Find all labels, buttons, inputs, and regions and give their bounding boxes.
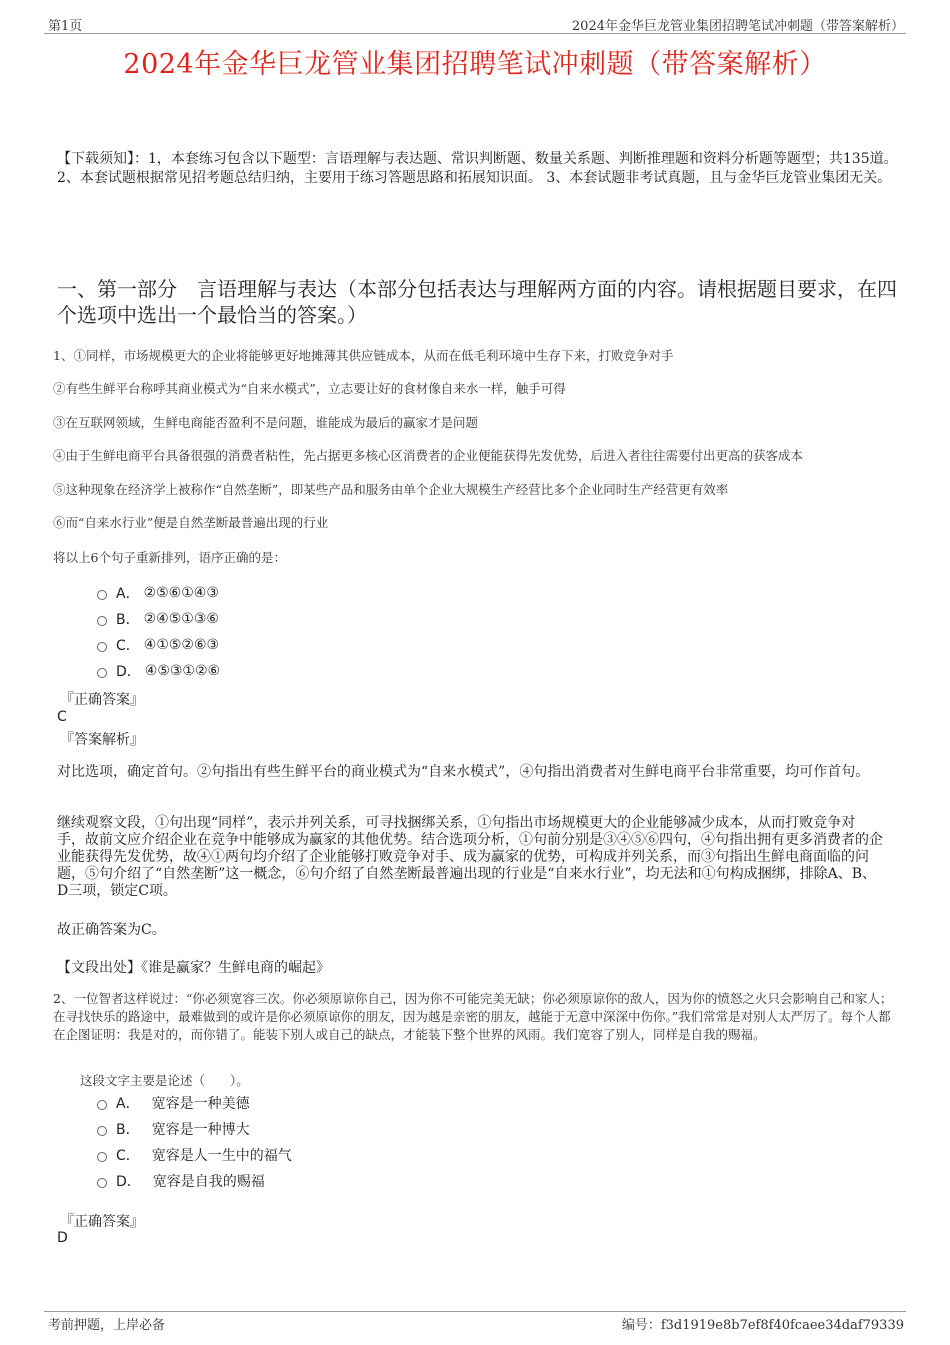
q1-sentence-1: 1、①同样，市场规模更大的企业将能够更好地摊薄其供应链成本，从而在低毛利环境中生存下来，打败竞争对手 xyxy=(53,348,674,363)
q1-analysis-paragraph-3: 故正确答案为C。 xyxy=(57,922,166,938)
q2-option-b[interactable] xyxy=(97,1119,250,1139)
option-text: ④①⑤②⑥③ xyxy=(143,637,220,653)
q1-stem: 将以上6个句子重新排列，语序正确的是： xyxy=(53,550,286,565)
radio-icon[interactable] xyxy=(97,1152,107,1162)
q1-sentence-5: ⑤这种现象在经济学上被称作“自然垄断”，即某些产品和服务由单个企业大规模生产经营比多个企业同时生产经营更有效率 xyxy=(53,482,729,497)
q1-answer-label: 『正确答案』 xyxy=(60,692,144,708)
download-notice: 【下载须知】：1，本套练习包含以下题型：言语理解与表达题、常识判断题、数量关系题、判断推理题和资料分析题等题型；共135道。 2、本套试题根据常见招考题总结归纳，主要用于练习答题思路和拓展知识面。 3、本套试题非考试真题，且与金华巨龙管业集团无关。 xyxy=(57,151,898,186)
radio-icon[interactable] xyxy=(97,616,107,626)
q2-stem: 这段文字主要是论述（ ）。 xyxy=(80,1073,249,1088)
option-letter: A． xyxy=(116,1096,140,1112)
option-letter: D． xyxy=(116,1174,141,1190)
header-doc-title: 2024年金华巨龙管业集团招聘笔试冲刺题（带答案解析） xyxy=(571,19,904,34)
option-letter: C． xyxy=(116,1148,140,1164)
footer-divider xyxy=(44,1311,906,1312)
header-divider xyxy=(44,33,906,34)
radio-icon[interactable] xyxy=(97,1178,107,1188)
option-text: ②⑤⑥①④③ xyxy=(143,585,219,601)
option-letter: D． xyxy=(116,664,141,680)
q2-option-c[interactable] xyxy=(97,1145,292,1165)
radio-icon[interactable] xyxy=(97,642,107,652)
q1-source: 【文段出处】《谁是赢家？生鲜电商的崛起》 xyxy=(57,960,330,976)
q1-sentence-6: ⑥而“自来水行业”便是自然垄断最普遍出现的行业 xyxy=(53,515,329,530)
header-page-number: 第1页 xyxy=(48,19,83,34)
q2-passage: 2、一位智者这样说过：“你必须宽容三次。你必须原谅你自己，因为你不可能完美无缺；你必须原谅你的敌人，因为你的愤怒之火只会影响自己和家人；在寻找快乐的路途中，最难做到的或许是你必须原谅你的朋友，因为越是亲密的朋友，越能于无意中深深中伤你。”我们常常是对别人太严厉了。每个人都在企图证明：我是对的，而你错了。能装下别人或自己的缺点，才能装下整个世界的风雨。我们宽容了别人，同样是自我的赐福。 xyxy=(53,991,893,1042)
q1-option-b[interactable] xyxy=(97,609,219,629)
footer-slogan: 考前押题，上岸必备 xyxy=(48,1318,166,1333)
q2-option-d[interactable] xyxy=(97,1171,265,1191)
option-letter: B． xyxy=(116,1122,140,1138)
radio-icon[interactable] xyxy=(97,1100,107,1110)
option-letter: B． xyxy=(116,612,140,628)
radio-icon[interactable] xyxy=(97,1126,107,1136)
option-text: 宽容是自我的赐福 xyxy=(152,1174,265,1190)
q1-analysis-paragraph-2: 继续观察文段，①句出现“同样”，表示并列关系，可寻找捆绑关系，①句指出市场规模更大的企业能够减少成本，从而打败竞争对手，故前文应介绍企业在竞争中能够成为赢家的其他优势。结合选项分析，①句前分别是③④⑤⑥四句，④句指出拥有更多消费者的企业能获得先发优势，故④①两句均介绍了企业能够打败竞争对手、成为赢家的优势，可构成并列关系，而③句指出生鲜电商面临的问题，⑤句介绍了“自然垄断”这一概念，⑥句介绍了自然垄断最普遍出现的行业是“自来水行业”，均无法和①句构成捆绑，排除A、B、D三项，锁定C项。 xyxy=(57,815,883,899)
q1-option-a[interactable] xyxy=(97,583,219,603)
option-text: 宽容是一种美德 xyxy=(151,1096,250,1112)
option-text: 宽容是人一生中的福气 xyxy=(151,1148,292,1164)
q1-sentence-3: ③在互联网领域，生鲜电商能否盈利不是问题，谁能成为最后的赢家才是问题 xyxy=(53,415,479,430)
q2-option-a[interactable] xyxy=(97,1093,250,1113)
radio-icon[interactable] xyxy=(97,668,107,678)
q1-option-c[interactable] xyxy=(97,635,219,655)
footer-serial-number: 编号：f3d1919e8b7ef8f40fcaee34daf79339 xyxy=(621,1318,904,1333)
q1-sentence-4: ④由于生鲜电商平台具备很强的消费者粘性，先占据更多核心区消费者的企业便能获得先发优势，后进入者往往需要付出更高的获客成本 xyxy=(53,448,804,463)
option-letter: C． xyxy=(116,638,140,654)
q2-answer-label: 『正确答案』 xyxy=(60,1214,144,1230)
q1-analysis-paragraph-1: 对比选项，确定首句。②句指出有些生鲜平台的商业模式为“自来水模式”，④句指出消费者对生鲜电商平台非常重要，均可作首句。 xyxy=(57,764,870,780)
q1-analysis-label: 『答案解析』 xyxy=(60,732,144,748)
option-text: ④⑤③①②⑥ xyxy=(144,663,221,679)
q2-answer-value: D xyxy=(57,1230,68,1246)
radio-icon[interactable] xyxy=(97,590,107,600)
q1-option-d[interactable] xyxy=(97,661,220,681)
q1-answer-value: C xyxy=(57,709,67,725)
option-letter: A． xyxy=(116,586,140,602)
page-title: 2024年金华巨龙管业集团招聘笔试冲刺题（带答案解析） xyxy=(123,49,827,80)
section-heading: 一、第一部分 言语理解与表达（本部分包括表达与理解两方面的内容。请根据题目要求，在四个选项中选出一个最恰当的答案。） xyxy=(57,277,897,327)
option-text: ②④⑤①③⑥ xyxy=(143,611,219,627)
q1-sentence-2: ②有些生鲜平台称呼其商业模式为“自来水模式”，立志要让好的食材像自来水一样，触手可得 xyxy=(53,381,566,396)
option-text: 宽容是一种博大 xyxy=(151,1122,250,1138)
